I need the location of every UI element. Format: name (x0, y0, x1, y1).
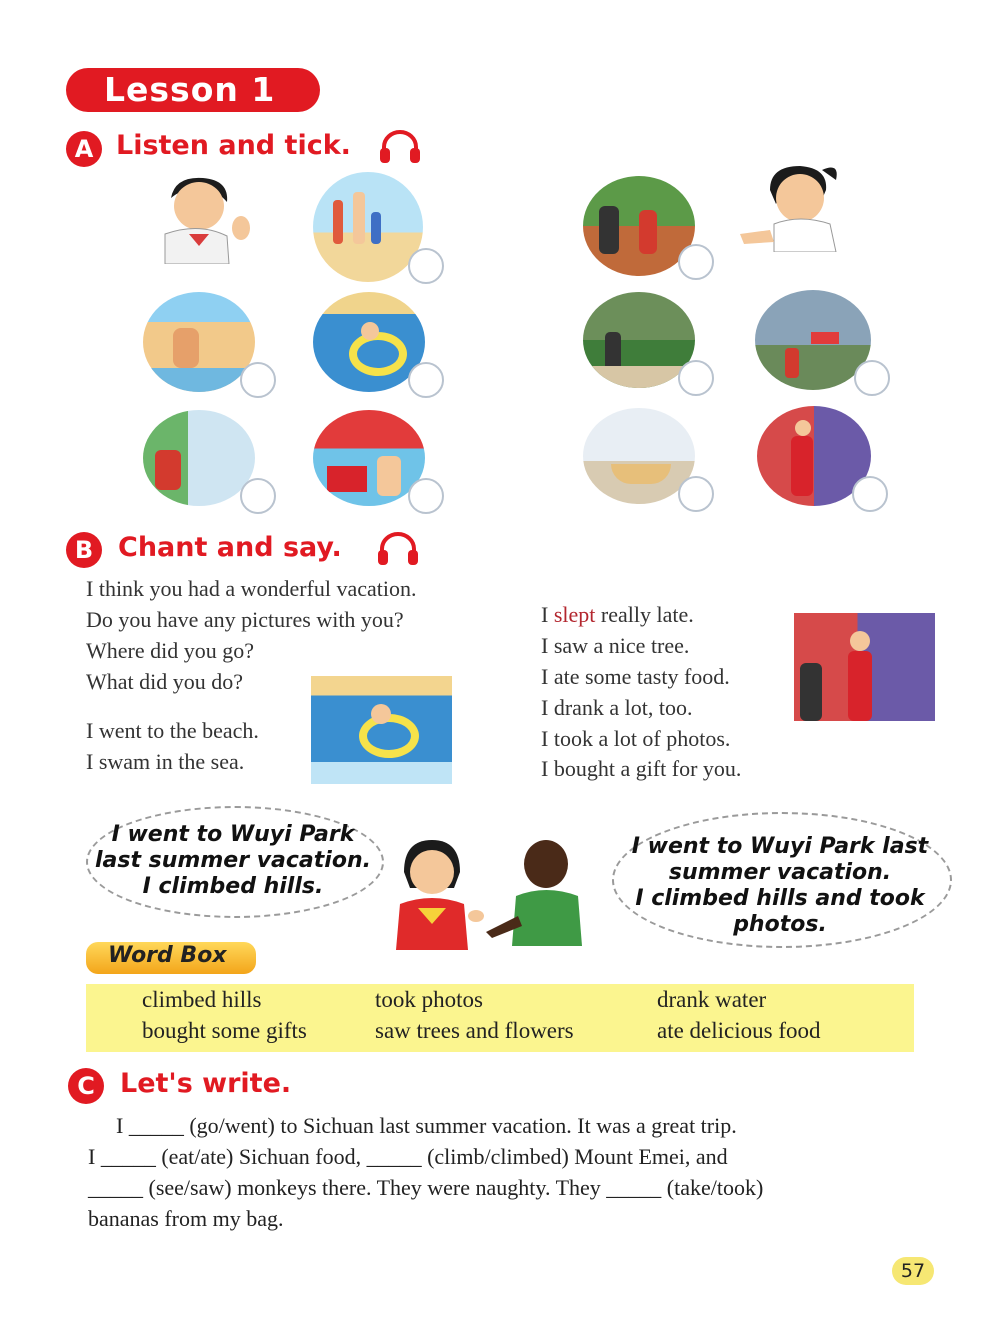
section-b-badge: B (66, 532, 102, 568)
section-c-badge: C (68, 1068, 104, 1104)
page-number: 57 (892, 1257, 934, 1285)
chant-line: I think you had a wonderful vacation. (86, 576, 417, 601)
chant-line: I swam in the sea. (86, 749, 245, 774)
headphones-icon[interactable] (378, 130, 422, 164)
chant-line: I ate some tasty food. (541, 664, 730, 689)
boy-figure (145, 172, 260, 264)
word-box-label: Word Box (108, 943, 227, 968)
swimming-photo (311, 676, 452, 784)
chant-line: Where did you go? (86, 638, 254, 663)
word-item: took photos (375, 987, 483, 1012)
chant-line: Do you have any pictures with you? (86, 607, 404, 632)
tick-box[interactable] (408, 248, 444, 284)
write-line: bananas from my bag. (88, 1206, 284, 1231)
boy-speaker (486, 836, 596, 946)
room-picture (143, 410, 255, 506)
beach-rocks-picture (143, 292, 255, 392)
tick-box[interactable] (408, 362, 444, 398)
section-a-title: Listen and tick. (116, 130, 351, 161)
word-item: bought some gifts (142, 1018, 307, 1043)
tick-box[interactable] (678, 476, 714, 512)
tick-box[interactable] (240, 478, 276, 514)
word-item: ate delicious food (657, 1018, 821, 1043)
chant-line: I went to the beach. (86, 718, 259, 743)
section-c-title: Let's write. (120, 1068, 292, 1099)
chant-line: I slept really late. (541, 602, 694, 627)
word-item: saw trees and flowers (375, 1018, 574, 1043)
chant-line: I bought a gift for you. (541, 756, 742, 781)
chant-line: I saw a nice tree. (541, 633, 690, 658)
market-photo (794, 613, 935, 721)
girl-speaker (384, 832, 484, 950)
word-item: climbed hills (142, 987, 262, 1012)
section-a-badge: A (66, 131, 102, 167)
beach-family-picture (313, 172, 423, 282)
tick-box[interactable] (678, 360, 714, 396)
tick-box[interactable] (678, 244, 714, 280)
tick-box[interactable] (852, 476, 888, 512)
speech-text-right: I went to Wuyi Park last summer vacation. I climbed hills and took photos. (631, 834, 929, 937)
write-line: I _____ (go/went) to Sichuan last summer vacation. It was a great trip. (116, 1113, 737, 1138)
speech-text-left: I went to Wuyi Park last summer vacation. I climbed hills. (95, 822, 371, 899)
write-line: I _____ (eat/ate) Sichuan food, _____ (climb/climbed) Mount Emei, and (88, 1144, 728, 1169)
tick-box[interactable] (854, 360, 890, 396)
highlight-word: slept (553, 602, 596, 627)
chant-line: I took a lot of photos. (541, 726, 731, 751)
tick-box[interactable] (240, 362, 276, 398)
headphones-icon[interactable] (376, 532, 420, 566)
girl-figure (740, 160, 860, 252)
write-line: _____ (see/saw) monkeys there. They were naughty. They _____ (take/took) (88, 1175, 764, 1200)
tick-box[interactable] (408, 478, 444, 514)
word-item: drank water (657, 987, 767, 1012)
chant-line: What did you do? (86, 669, 244, 694)
lesson-title: Lesson 1 (104, 70, 276, 109)
chant-line: I drank a lot, too. (541, 695, 693, 720)
section-b-title: Chant and say. (118, 532, 342, 563)
